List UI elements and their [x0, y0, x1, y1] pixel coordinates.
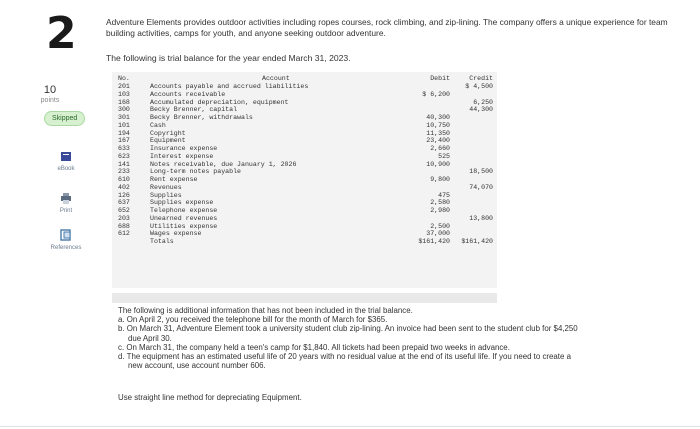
cell-no: 623 — [118, 152, 130, 160]
table-row — [112, 130, 497, 138]
cell-debit: 525 — [438, 152, 450, 160]
question-sidebar — [0, 0, 98, 429]
cell-no: 637 — [118, 199, 130, 207]
cell-no: 141 — [118, 160, 130, 168]
print-button[interactable] — [38, 193, 94, 214]
totals-row — [112, 238, 497, 246]
header-no: No. — [118, 75, 130, 82]
cell-no: 168 — [118, 98, 130, 106]
cell-debit: 11,350 — [426, 129, 450, 137]
cell-no: 101 — [118, 121, 130, 129]
cell-account: Insurance expense — [150, 145, 218, 152]
table-row — [112, 114, 497, 122]
intro-paragraph: Adventure Elements provides outdoor activities including ropes courses, rock climbing, and zip-lining. The company offers a unique experience for team building activities, camps for youth, and anyone seeking outdoor adventure. — [106, 17, 668, 38]
cell-account: Wages expense — [150, 230, 202, 238]
cell-credit: 74,070 — [469, 183, 493, 191]
cell-account: Accounts receivable — [150, 90, 226, 98]
additional-info-list — [118, 315, 696, 370]
cell-credit: 44,300 — [469, 106, 493, 114]
cell-no: 633 — [118, 145, 130, 152]
cell-account: Becky Brenner, capital — [150, 106, 238, 114]
points-value: 10 — [43, 84, 57, 96]
cell-account: Accumulated depreciation, equipment — [150, 98, 289, 106]
cell-credit: $ 4,500 — [465, 83, 493, 90]
cell-account: Cash — [150, 121, 166, 129]
table-row — [112, 91, 497, 99]
cell-debit: 10,750 — [426, 121, 450, 129]
ebook-icon — [38, 151, 94, 164]
additional-info-item: b. On March 31, Adventure Element took a university student club zip-lining. An invoice had been sent to the student club for $4,250 — [118, 324, 578, 334]
cell-account: Supplies — [150, 191, 182, 199]
cell-debit: 23,400 — [426, 137, 450, 145]
table-row — [112, 168, 497, 176]
cell-no: 203 — [118, 214, 130, 222]
status-badge: Skipped — [44, 111, 85, 126]
method-note: Use straight line method for depreciating Equipment. — [118, 393, 302, 402]
print-label: Print — [59, 208, 73, 214]
cell-no: 233 — [118, 168, 130, 176]
cell-no: 688 — [118, 222, 130, 230]
additional-info-item: c. On March 31, the company held a teen's camp for $1,840. All tickets had been prepaid two weeks in advance. — [118, 342, 510, 352]
cell-debit: 10,900 — [426, 160, 450, 168]
cell-account: Telephone expense — [150, 207, 218, 214]
table-row — [112, 161, 497, 169]
cell-account: Revenues — [150, 183, 182, 191]
cell-credit: 13,800 — [469, 214, 493, 222]
cell-account: Utilities expense — [150, 222, 218, 230]
cell-credit: $161,420 — [461, 238, 493, 245]
ebook-button[interactable] — [38, 151, 94, 172]
cell-no: 201 — [118, 83, 130, 90]
references-button[interactable] — [38, 229, 94, 251]
cell-debit: 2,660 — [430, 145, 450, 152]
cell-debit: 2,580 — [430, 199, 450, 207]
header-account: Account — [262, 75, 290, 82]
cell-account: Equipment — [150, 137, 186, 145]
cell-debit: 2,500 — [430, 222, 450, 230]
table-row — [112, 230, 497, 238]
cell-no: 402 — [118, 183, 130, 191]
cell-debit: 40,300 — [426, 114, 450, 121]
cell-account: Copyright — [150, 129, 186, 137]
table-row — [112, 223, 497, 231]
table-row — [112, 83, 497, 91]
cell-account: Supplies expense — [150, 199, 214, 207]
cell-account: Rent expense — [150, 176, 198, 183]
table-row — [112, 184, 497, 192]
trial-balance-table — [112, 72, 497, 288]
cell-no: 126 — [118, 191, 130, 199]
cell-account: Long-term notes payable — [150, 168, 242, 176]
table-row — [112, 176, 497, 184]
additional-info-item: d. The equipment has an estimated useful life of 20 years with no residual value at the end of its useful life. If you need to create a — [118, 352, 571, 362]
cell-debit: 2,980 — [430, 207, 450, 214]
table-row — [112, 215, 497, 223]
references-label: References — [50, 245, 82, 251]
cell-account: Totals — [150, 238, 174, 245]
cell-account: Notes receivable, due January 1, 2026 — [150, 160, 297, 168]
cell-account: Becky Brenner, withdrawals — [150, 114, 253, 121]
cell-credit: 6,250 — [473, 98, 493, 106]
print-icon — [38, 193, 94, 206]
table-row — [112, 199, 497, 207]
question-number: 2 — [46, 8, 77, 59]
table-footer-band — [112, 293, 497, 303]
header-debit: Debit — [430, 75, 450, 82]
cell-no: 301 — [118, 114, 130, 121]
table-row — [112, 145, 497, 153]
table-row — [112, 99, 497, 107]
table-row — [112, 122, 497, 130]
cell-no: 612 — [118, 230, 130, 238]
cell-debit: 37,000 — [426, 230, 450, 238]
cell-debit: $ 6,200 — [422, 90, 450, 98]
cell-debit: $161,420 — [418, 238, 450, 245]
points-label: points — [40, 97, 60, 104]
cell-account: Interest expense — [150, 152, 214, 160]
table-row — [112, 153, 497, 161]
header-credit: Credit — [469, 75, 493, 82]
cell-account: Accounts payable and accrued liabilities — [150, 83, 309, 90]
cell-credit: 18,500 — [469, 168, 493, 176]
table-row — [112, 137, 497, 145]
table-row — [112, 207, 497, 215]
additional-info-item: due April 30. — [128, 333, 172, 343]
additional-info-item: a. On April 2, you received the telephone bill for the month of March for $365. — [118, 315, 388, 325]
cell-no: 300 — [118, 106, 130, 114]
cell-debit: 475 — [438, 191, 450, 199]
cell-no: 167 — [118, 137, 130, 145]
cell-no: 610 — [118, 176, 130, 183]
cell-no: 194 — [118, 129, 130, 137]
ebook-label: eBook — [57, 166, 75, 172]
additional-info-item: new account, use account number 606. — [128, 361, 266, 371]
points-box — [30, 84, 70, 104]
cell-debit: 9,800 — [430, 176, 450, 183]
cell-account: Unearned revenues — [150, 214, 218, 222]
table-row — [112, 106, 497, 114]
table-row — [112, 192, 497, 200]
trial-balance-intro: The following is trial balance for the year ended March 31, 2023. — [106, 53, 351, 63]
additional-info — [118, 306, 696, 370]
cell-no: 652 — [118, 207, 130, 214]
references-icon — [38, 229, 94, 243]
divider — [0, 426, 700, 427]
additional-info-heading: The following is additional information that has not been included in the trial balance. — [118, 306, 413, 315]
cell-no: 103 — [118, 90, 130, 98]
table-header-row — [112, 75, 497, 83]
